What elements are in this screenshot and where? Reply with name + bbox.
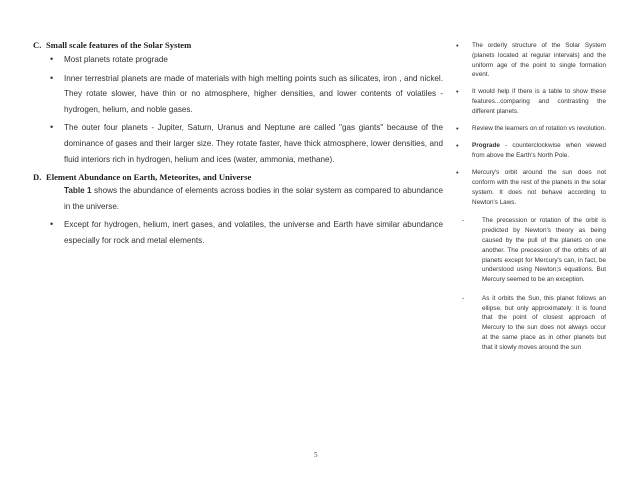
notes-column (456, 41, 606, 361)
list-item-text: Except for hydrogen, helium, inert gases, and volatiles, the universe and Earth have similar abundance especially for rock and metal elements. (64, 220, 443, 245)
list-item (50, 120, 443, 167)
list-item (50, 52, 443, 68)
list-item (50, 217, 443, 248)
page-number: 5 (314, 451, 318, 459)
list-item-text: Inner terrestrial planets are made of materials with high melting points such as silicates, iron , and nickel. They rotate slower, have thin or no atmosphere, higher densities, and lower contents of volatiles - hydrogen, helium, and noble gases. (64, 73, 443, 114)
section-c-title: Small scale features of the Solar System (46, 40, 192, 50)
note-text: It would help if there is a table to show these features...comparing and contrasting the different planets. (472, 88, 606, 116)
bullet-icon: • (456, 124, 459, 134)
note-item (456, 41, 606, 80)
note-text: Review the learners on of rotation vs revolution. (472, 125, 606, 133)
bullet-icon: • (456, 168, 459, 178)
note-item (456, 168, 606, 207)
prograde-term: Prograde (472, 142, 500, 150)
list-item-text: Most planets rotate prograde (64, 55, 168, 64)
list-item-text: The outer four planets - Jupiter, Saturn, Uranus and Neptune are called "gas giants" because of the dominance of gases and their larger size. They rotate faster, have thick atmosphere, lower densities, and fluid interiors rich in hydrogen, helium and ices (water, ammonia, methane). (64, 123, 443, 164)
bullet-icon: • (50, 122, 54, 133)
bullet-icon: • (456, 87, 459, 97)
section-d-intro (64, 183, 443, 214)
section-d-heading (33, 172, 443, 183)
main-column (33, 40, 443, 249)
note-subitem (456, 216, 606, 285)
bullet-icon: • (50, 72, 54, 83)
bullet-icon: • (456, 41, 459, 50)
note-subitem-text: As it orbits the Sun, this planet follows an ellipse, but only approximately: it is found that the point of closest approach of Mercury to the sun does not always occur at the same place as in other planets but that it slowly moves around the sun (482, 294, 606, 351)
note-item (456, 141, 606, 161)
bullet-icon: • (50, 219, 54, 230)
note-item (456, 87, 606, 116)
note-subitem (456, 294, 606, 353)
table-reference: Table 1 (64, 186, 92, 196)
bullet-icon: • (456, 141, 459, 151)
section-d-letter: D. (33, 172, 42, 183)
note-subitem-text: The precession or rotation of the orbit is predicted by Newton's theory as being caused by the pull of the planets on one another. The precession of the orbits of all planets except for Mercury's can, in fact, be understood using Newton;s equations. But Mercury seemed to be an exception. (482, 217, 606, 284)
dash-marker: - (462, 294, 465, 302)
note-text: The orderly structure of the Solar System (planets located at regular intervals) and the uniform age of the point to single formation event. (472, 42, 606, 79)
list-item (50, 71, 443, 118)
bullet-icon: • (50, 54, 54, 64)
dash-marker: - (462, 217, 465, 225)
section-c-heading (33, 40, 443, 51)
note-text: Mercury's orbit around the sun does not conform with the rest of the planets in the solar system. It does not behave according to Newton's Laws. (472, 169, 606, 206)
intro-text: shows the abundance of elements across bodies in the solar system as compared to abundance in the universe. (64, 186, 443, 211)
section-d-title: Element Abundance on Earth, Meteorites, and Universe (46, 172, 252, 183)
note-text: - counterclockwise when viewed from above the Earth's North Pole. (472, 142, 606, 160)
note-item (456, 124, 606, 134)
section-c-letter: C. (33, 40, 42, 50)
